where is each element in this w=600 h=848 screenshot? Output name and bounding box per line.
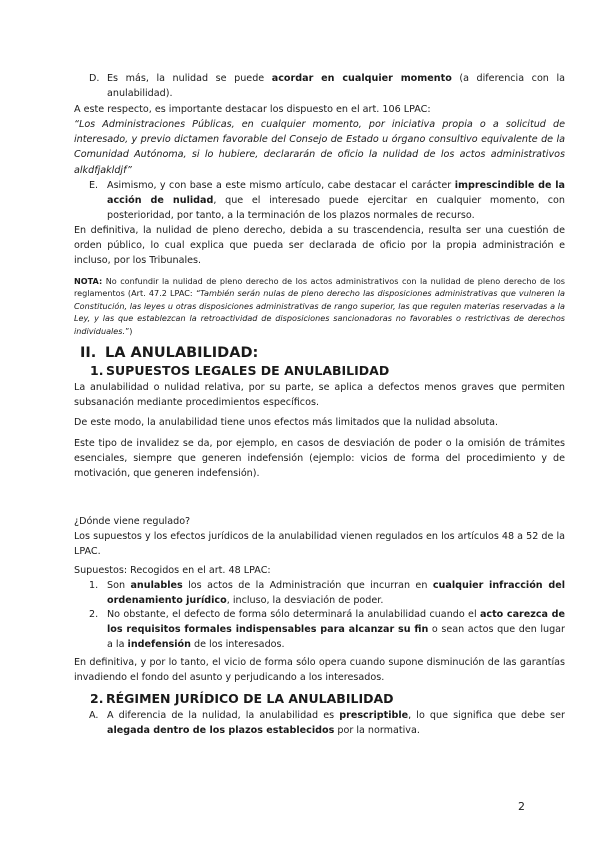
list-text: o sean actos que den lugar a la bbox=[107, 624, 565, 651]
list-text: Son bbox=[107, 580, 131, 591]
list-marker: A. bbox=[89, 710, 99, 721]
list-bold-text: acordar en cualquier momento bbox=[271, 73, 452, 84]
heading-regimen-juridico bbox=[90, 691, 394, 707]
list-item-e bbox=[90, 178, 565, 224]
heading-number: 2. bbox=[90, 691, 104, 706]
heading-anulabilidad bbox=[80, 344, 258, 362]
paragraph-definitiva-1: En definitiva, la nulidad de pleno derecho, debida a su trascendencia, resulta ser una cuestión de orden público, lo cual explica que pueda ser declarada de oficio por la propia administración e incluso, por los Tribunales. bbox=[74, 225, 565, 267]
nota-text: No confundir la nulidad de pleno derecho de los actos administrativos con la nulidad de pleno derecho de los reglamentos (Art. 47.2 LPAC: bbox=[74, 276, 565, 299]
list-text: (a diferencia con la anulabilidad). bbox=[107, 73, 565, 100]
list-bold-text: alegada dentro de los plazos establecidos bbox=[107, 725, 335, 737]
list-bold-text: anulables bbox=[130, 580, 183, 591]
heading-text: LA ANULABILIDAD: bbox=[105, 345, 259, 361]
list-item-d bbox=[90, 71, 565, 101]
paragraph-tipo: Este tipo de invalidez se da, por ejemplo, en casos de desviación de poder o la omisión de trámites esenciales, siempre que generen indefensión (ejemplo: vicios de forma del procedimiento y de motivación, que generen indefensión). bbox=[74, 438, 565, 480]
list-item-2 bbox=[90, 607, 565, 653]
heading-text: RÉGIMEN JURÍDICO DE LA ANULABILIDAD bbox=[106, 691, 394, 706]
nota-block bbox=[74, 275, 565, 337]
paragraph-respecto: A este respecto, es importante destacar los dispuesto en el art. 106 LPAC: bbox=[74, 104, 431, 115]
nota-close: ”) bbox=[125, 325, 133, 336]
paragraph-supuestos: Los supuestos y los efectos jurídicos de la anulabilidad vienen regulados en los artículos 48 a 52 de la LPAC. bbox=[74, 531, 565, 558]
heading-number: 1. bbox=[90, 363, 104, 378]
heading-number: II. bbox=[80, 345, 97, 361]
nota-label: NOTA: bbox=[74, 276, 103, 286]
list-bold-text: prescriptible bbox=[339, 710, 409, 721]
paragraph-recogidos: Supuestos: Recogidos en el art. 48 LPAC: bbox=[74, 565, 271, 576]
list-marker: 2. bbox=[89, 609, 99, 620]
page-number: 2 bbox=[518, 800, 525, 813]
list-text: , incluso, la desviación de poder. bbox=[226, 595, 384, 607]
paragraph-anulabilidad: La anulabilidad o nulidad relativa, por su parte, se aplica a defectos menos graves que permiten subsanación mediante procedimientos específicos. bbox=[74, 382, 565, 409]
list-bold-text: cualquier infracción del ordenamiento jurídico bbox=[107, 580, 565, 607]
list-marker: E. bbox=[89, 180, 99, 191]
list-text: A diferencia de la nulidad, la anulabilidad es bbox=[107, 710, 340, 721]
paragraph-donde: ¿Dónde viene regulado? bbox=[74, 516, 191, 527]
list-text: , lo que significa que debe ser bbox=[408, 710, 565, 721]
list-bold-text: acto carezca de los requisitos formales indispensables para alcanzar su fin bbox=[107, 609, 565, 636]
list-item-1 bbox=[90, 578, 565, 608]
quote-art-106: “Los Administraciones Públicas, en cualquier momento, por iniciativa propia o a solicitud de interesado, y previo dictamen favorable del Consejo de Estado u órgano consultivo equivalente de la Comunidad Autónoma, si lo hubiere, declararán de oficio la nulidad de los actos administrativos alkdfjakldjf” bbox=[74, 119, 565, 176]
list-text: Es más, la nulidad se puede bbox=[107, 73, 272, 84]
heading-text: SUPUESTOS LEGALES DE ANULABILIDAD bbox=[106, 363, 390, 378]
list-item-a bbox=[90, 708, 565, 738]
list-text: , que el interesado puede ejercitar en cualquier momento, con posterioridad, por tanto, a la terminación de los plazos normales de recurso. bbox=[107, 195, 566, 222]
nota-quote: “También serán nulas de pleno derecho las disposiciones administrativas que vulneren la Constitución, las leyes u otras disposiciones administrativas de rango superior, las que regulen materias reservadas a la Ley, y las que establezcan la retroactividad de disposiciones sancionadoras no favorables o restrictivas de derechos individuales. bbox=[74, 288, 565, 336]
list-text: los actos de la Administración que incurran en bbox=[182, 580, 433, 591]
paragraph-definitiva-2: En definitiva, y por lo tanto, el vicio de forma sólo opera cuando supone disminución de las garantías invadiendo el fondo del asunto y perjudicando a los interesados. bbox=[74, 657, 565, 684]
list-text: No obstante, el defecto de forma sólo determinará la anulabilidad cuando el bbox=[107, 609, 480, 620]
list-text: por la normativa. bbox=[334, 725, 420, 737]
list-bold-text: imprescindible de la acción de nulidad bbox=[107, 180, 566, 207]
heading-supuestos-legales bbox=[90, 363, 389, 379]
list-text: de los interesados. bbox=[190, 639, 285, 651]
list-marker: D. bbox=[89, 73, 100, 84]
list-text: Asimismo, y con base a este mismo artículo, cabe destacar el carácter bbox=[107, 180, 455, 191]
paragraph-modo: De este modo, la anulabilidad tiene unos efectos más limitados que la nulidad absoluta. bbox=[74, 417, 499, 428]
list-marker: 1. bbox=[89, 580, 99, 591]
list-bold-text: indefensión bbox=[127, 639, 191, 651]
